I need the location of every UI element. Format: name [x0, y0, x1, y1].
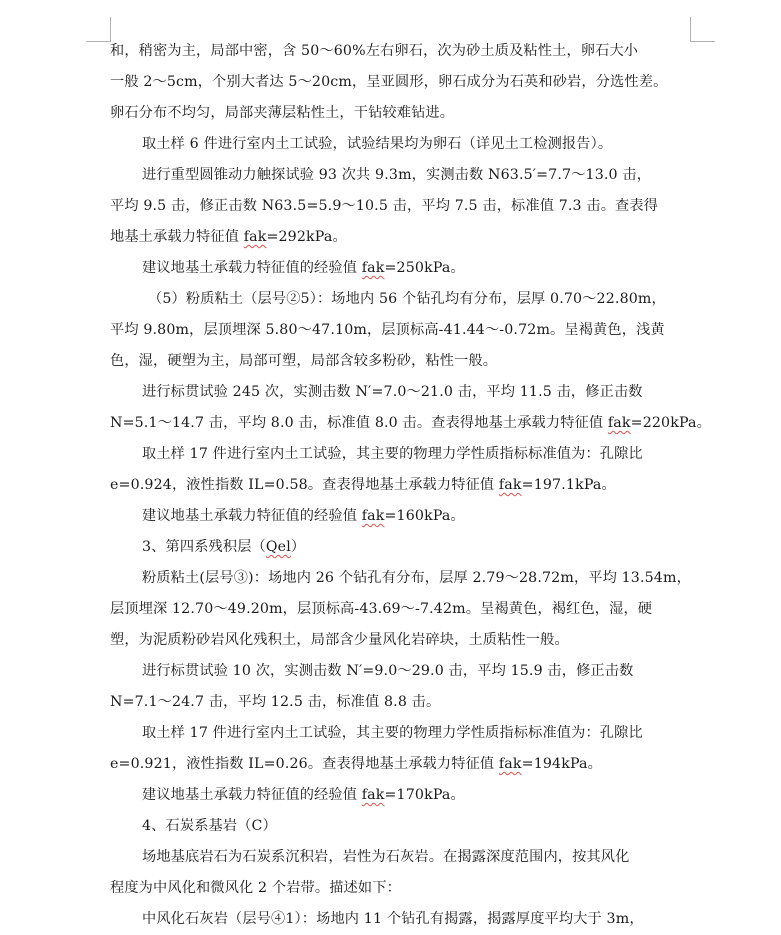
line-text: e=0.921，液性指数 IL=0.26。查表得地基土承载力特征值	[110, 756, 499, 772]
text-line	[110, 687, 695, 718]
line-text-tail: =197.1kPa。	[521, 477, 616, 493]
line-text: 塑，为泥质粉砂岩风化残积土，局部含少量风化岩碎块，土质粘性一般。	[110, 632, 569, 648]
line-text-tail: =194kPa。	[521, 756, 602, 772]
text-line	[110, 718, 695, 749]
text-line	[110, 439, 695, 470]
line-text: 建议地基土承载力特征值的经验值	[142, 260, 362, 276]
text-line	[110, 594, 695, 625]
line-text: N=5.1～14.7 击，平均 8.0 击，标准值 8.0 击。查表得地基土承载力特征值	[110, 415, 608, 431]
text-line	[110, 160, 695, 191]
line-text: 一般 2～5cm，个别大者达 5～20cm，呈亚圆形，卵石成分为石英和砂岩，分选性差。	[110, 74, 668, 90]
line-text-tail: =170kPa。	[384, 787, 465, 803]
line-text: 和，稍密为主，局部中密，含 50～60%左右卵石，次为砂土质及粘性土，卵石大小	[110, 43, 639, 59]
line-text: 场地基底岩石为石炭系沉积岩，岩性为石灰岩。在揭露深度范围内，按其风化	[142, 849, 630, 865]
text-line	[110, 904, 695, 935]
spellcheck-flagged-word[interactable]: fak	[498, 756, 522, 772]
text-line	[110, 67, 695, 98]
text-line	[110, 36, 695, 67]
spellcheck-flagged-word[interactable]: fak	[243, 229, 267, 245]
line-text-tail: =220kPa。	[630, 415, 711, 431]
document-page	[110, 36, 711, 935]
line-text-tail: =292kPa。	[266, 229, 347, 245]
line-text: 平均 9.80m，层顶埋深 5.80～47.10m，层顶标高-41.44～-0.72m。呈褐黄色，浅黄	[110, 322, 665, 338]
line-text-tail: =160kPa。	[384, 508, 465, 524]
spellcheck-flagged-word[interactable]: fak	[361, 787, 385, 803]
text-line	[110, 129, 695, 160]
line-text: 层顶埋深 12.70～49.20m，层顶标高-43.69～-7.42m。呈褐黄色，褐红色，湿，硬	[110, 601, 653, 617]
text-line	[110, 532, 695, 563]
line-text: 进行重型圆锥动力触探试验 93 次共 9.3m，实测击数 N63.5′=7.7～13.0 击，	[142, 167, 652, 183]
line-text: 粉质粘土(层号③)：场地内 26 个钻孔有分布，层厚 2.79～28.72m，平均 13.54m，	[142, 570, 691, 586]
text-line	[110, 563, 695, 594]
line-text: 地基土承载力特征值	[110, 229, 244, 245]
line-text: 平均 9.5 击，修正击数 N63.5=5.9～10.5 击，平均 7.5 击，标准值 7.3 击。查表得	[110, 198, 659, 214]
text-line	[110, 749, 695, 780]
line-text: 卵石分布不均匀，局部夹薄层粘性土，干钻较难钻进。	[110, 105, 455, 121]
line-text: 取土样 17 件进行室内土工试验，其主要的物理力学性质指标标准值为：孔隙比	[142, 725, 643, 741]
line-text: 程度为中风化和微风化 2 个岩带。描述如下：	[110, 880, 401, 896]
text-line	[110, 253, 695, 284]
text-line	[110, 842, 695, 873]
spellcheck-flagged-word[interactable]: fak	[607, 415, 631, 431]
text-line	[110, 98, 695, 129]
text-line	[110, 222, 695, 253]
spellcheck-flagged-word[interactable]: fak	[498, 477, 522, 493]
text-line	[110, 315, 695, 346]
line-text: 进行标贯试验 245 次，实测击数 N′=7.0～21.0 击，平均 11.5 击，修正击数	[142, 384, 643, 400]
spellcheck-flagged-word[interactable]: fak	[361, 508, 385, 524]
spellcheck-flagged-word[interactable]: Qel	[265, 539, 291, 555]
text-line	[110, 811, 695, 842]
text-line	[110, 873, 695, 904]
line-text: 4、石炭系基岩（C）	[142, 818, 277, 834]
line-text: 建议地基土承载力特征值的经验值	[142, 787, 362, 803]
text-line	[110, 346, 695, 377]
text-line	[110, 377, 695, 408]
line-text: e=0.924，液性指数 IL=0.58。查表得地基土承载力特征值	[110, 477, 499, 493]
text-line	[110, 656, 695, 687]
line-text: 进行标贯试验 10 次，实测击数 N′=9.0～29.0 击，平均 15.9 击，修正击数	[142, 663, 634, 679]
spellcheck-flagged-word[interactable]: fak	[361, 260, 385, 276]
text-line	[110, 625, 695, 656]
line-text: （5）粉质粘土（层号②5）：场地内 56 个钻孔均有分布，层厚 0.70～22.80m，	[148, 291, 666, 307]
line-text: 3、第四系残积层（	[142, 539, 266, 555]
margin-corner-top-left	[86, 17, 111, 42]
text-line	[110, 408, 711, 439]
line-text: 取土样 17 件进行室内土工试验，其主要的物理力学性质指标标准值为：孔隙比	[142, 446, 643, 462]
text-line	[110, 191, 695, 222]
line-text-tail: =250kPa。	[384, 260, 465, 276]
line-text-tail: ）	[290, 539, 306, 555]
text-line	[110, 284, 695, 315]
text-line	[110, 501, 695, 532]
line-text: 建议地基土承载力特征值的经验值	[142, 508, 362, 524]
line-text: 中风化石灰岩（层号④1）：场地内 11 个钻孔有揭露，揭露厚度平均大于 3m，	[142, 911, 644, 927]
text-line	[110, 470, 695, 501]
line-text: N=7.1～24.7 击，平均 12.5 击，标准值 8.8 击。	[110, 694, 441, 710]
text-line	[110, 780, 695, 811]
line-text: 取土样 6 件进行室内土工试验，试验结果均为卵石（详见土工检测报告）。	[142, 136, 613, 152]
line-text: 色，湿，硬塑为主，局部可塑，局部含较多粉砂，粘性一般。	[110, 353, 498, 369]
